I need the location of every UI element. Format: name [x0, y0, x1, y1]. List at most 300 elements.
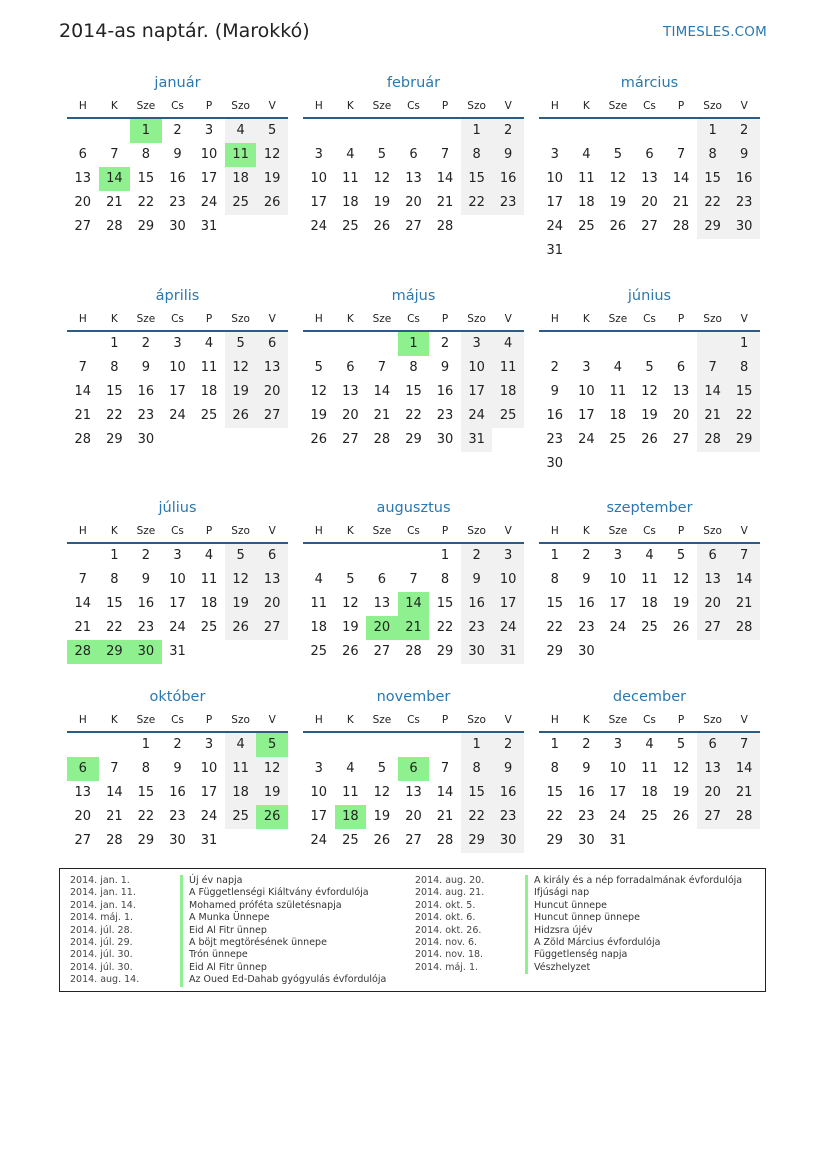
day-cell: 18 [310, 620, 328, 635]
day-cell: 23 [492, 805, 524, 829]
day-cell: 5 [613, 147, 623, 162]
day-cell: 27 [256, 616, 288, 640]
weekday-label: Szo [231, 100, 250, 112]
day-cell: 19 [672, 596, 690, 611]
empty-cell [366, 544, 398, 568]
day-cell: 2 [550, 360, 559, 375]
empty-cell [67, 544, 99, 568]
day-cell: 27 [342, 432, 359, 447]
day-cell: 14 [697, 380, 729, 404]
day-cell: 17 [609, 596, 627, 611]
month-name: március [620, 75, 679, 91]
day-cell: 20 [405, 809, 422, 824]
day-cell: 10 [200, 147, 218, 162]
day-cell: 15 [405, 384, 422, 399]
day-cell: 18 [200, 596, 218, 611]
weekday-label: Sze [608, 525, 628, 537]
day-cell: 26 [225, 616, 257, 640]
weekday-label: Cs [643, 100, 656, 112]
day-cell: 15 [546, 596, 564, 611]
days-grid [539, 544, 760, 664]
days-grid [303, 733, 524, 853]
day-cell: 4 [225, 733, 257, 757]
empty-cell [67, 733, 99, 757]
day-cell: 13 [373, 596, 391, 611]
month-3 [539, 73, 760, 263]
day-cell: 9 [582, 572, 591, 587]
weekday-label: V [740, 525, 748, 537]
day-cell: 13 [74, 785, 92, 800]
day-cell: 2 [141, 548, 151, 563]
day-cell: 15 [106, 596, 123, 611]
legend-holiday-name: A Zöld Március évfordulója [525, 937, 660, 949]
day-cell: 31 [200, 833, 218, 848]
day-cell: 10 [310, 171, 328, 186]
page-title: 2014-as naptár. (Marokkó) [59, 20, 310, 42]
day-cell: 16 [578, 596, 595, 611]
legend-date: 2014. jan. 11. [70, 887, 136, 899]
day-cell: 30 [492, 829, 524, 853]
weekday-label: V [268, 525, 276, 537]
weekday-header [539, 520, 760, 544]
weekday-header [303, 95, 524, 119]
empty-cell [303, 119, 335, 143]
weekday-header [539, 95, 760, 119]
day-cell: 28 [436, 833, 454, 848]
month-1 [67, 73, 288, 239]
empty-cell [429, 733, 461, 757]
day-cell: 22 [546, 809, 564, 824]
day-cell: 23 [137, 408, 155, 423]
day-cell: 16 [169, 785, 186, 800]
legend-holiday-name: A böjt megtörésének ünnepe [180, 937, 327, 949]
day-cell: 31 [609, 833, 627, 848]
weekday-label: P [205, 714, 213, 726]
day-cell: 6 [256, 332, 288, 356]
day-cell: 15 [461, 781, 493, 805]
weekday-label: H [78, 525, 87, 537]
day-cell: 2 [461, 544, 493, 568]
day-cell: 11 [492, 356, 524, 380]
day-cell: 14 [436, 171, 454, 186]
day-cell: 30 [169, 219, 186, 234]
weekday-label: Szo [467, 100, 486, 112]
day-cell: 22 [137, 809, 155, 824]
weekday-label: Szo [231, 525, 250, 537]
holiday-day: 11 [225, 143, 257, 167]
day-cell: 4 [582, 147, 591, 162]
day-cell: 4 [346, 147, 355, 162]
weekday-header [303, 520, 524, 544]
legend-date: 2014. nov. 6. [415, 936, 478, 948]
day-cell: 19 [373, 809, 391, 824]
day-cell: 19 [225, 592, 257, 616]
day-cell: 30 [728, 215, 760, 239]
day-cell: 23 [169, 809, 186, 824]
legend-holiday-name: Ifjúsági nap [525, 887, 589, 899]
weekday-label: Cs [171, 714, 184, 726]
day-cell: 15 [546, 785, 564, 800]
holiday-day: 30 [130, 640, 162, 664]
day-cell: 8 [728, 356, 760, 380]
day-cell: 7 [110, 761, 119, 776]
day-cell: 13 [405, 785, 422, 800]
empty-cell [398, 544, 430, 568]
day-cell: 21 [373, 408, 391, 423]
day-cell: 17 [310, 809, 328, 824]
day-cell: 18 [342, 195, 359, 210]
day-cell: 24 [492, 616, 524, 640]
day-cell: 10 [578, 384, 595, 399]
day-cell: 28 [672, 219, 690, 234]
weekday-label: K [582, 100, 590, 112]
day-cell: 19 [256, 781, 288, 805]
days-grid [303, 544, 524, 664]
day-cell: 16 [461, 592, 493, 616]
legend-holiday-name: Vészhelyzet [525, 962, 590, 974]
legend-holiday-name: Huncut ünnepe [525, 900, 607, 912]
day-cell: 11 [225, 757, 257, 781]
day-cell: 3 [613, 548, 623, 563]
day-cell: 5 [676, 737, 686, 752]
day-cell: 15 [436, 596, 454, 611]
empty-cell [303, 544, 335, 568]
day-cell: 10 [609, 572, 627, 587]
weekday-label: Cs [407, 100, 420, 112]
day-cell: 26 [609, 219, 627, 234]
weekday-label: K [110, 313, 118, 325]
days-grid [539, 733, 760, 853]
empty-cell [665, 332, 697, 356]
day-cell: 24 [310, 833, 328, 848]
day-cell: 12 [672, 761, 690, 776]
day-cell: 20 [74, 809, 92, 824]
day-cell: 10 [546, 171, 564, 186]
weekday-label: Cs [171, 313, 184, 325]
weekday-label: P [205, 313, 213, 325]
day-cell: 12 [373, 785, 391, 800]
month-9 [539, 498, 760, 664]
days-grid [539, 332, 760, 476]
day-cell: 2 [492, 733, 524, 757]
weekday-label: Szo [467, 313, 486, 325]
day-cell: 24 [169, 620, 186, 635]
empty-cell [67, 332, 99, 356]
weekday-label: Sze [136, 100, 156, 112]
day-cell: 4 [204, 548, 214, 563]
day-cell: 6 [697, 733, 729, 757]
day-cell: 28 [373, 432, 391, 447]
day-cell: 25 [342, 833, 359, 848]
day-cell: 10 [609, 761, 627, 776]
day-cell: 7 [440, 147, 450, 162]
empty-cell [602, 119, 634, 143]
legend-holiday-name: Az Oued Ed-Dahab gyógyulás évfordulója [180, 974, 386, 986]
day-cell: 10 [169, 360, 186, 375]
day-cell: 25 [200, 620, 218, 635]
day-cell: 12 [225, 356, 257, 380]
day-cell: 25 [225, 805, 257, 829]
weekday-label: H [550, 714, 559, 726]
weekday-label: Sze [372, 313, 392, 325]
day-cell: 12 [609, 171, 627, 186]
weekday-label: V [504, 100, 512, 112]
day-cell: 23 [137, 620, 155, 635]
day-cell: 9 [461, 568, 493, 592]
weekday-label: P [205, 100, 213, 112]
day-cell: 14 [74, 384, 92, 399]
day-cell: 30 [436, 432, 454, 447]
day-cell: 20 [697, 781, 729, 805]
day-cell: 3 [461, 332, 493, 356]
day-cell: 9 [173, 761, 182, 776]
day-cell: 4 [645, 548, 654, 563]
legend-holiday-name: Mohamed próféta születésnapja [180, 900, 342, 912]
legend-date: 2014. máj. 1. [70, 912, 134, 924]
day-cell: 15 [137, 785, 155, 800]
day-cell: 8 [697, 143, 729, 167]
day-cell: 24 [200, 809, 218, 824]
legend-date: 2014. okt. 6. [415, 912, 476, 924]
weekday-label: K [346, 714, 354, 726]
legend-date: 2014. aug. 21. [415, 887, 485, 899]
day-cell: 18 [609, 408, 627, 423]
month-12 [539, 687, 760, 853]
day-cell: 4 [204, 336, 214, 351]
day-cell: 19 [373, 195, 391, 210]
weekday-label: Sze [608, 714, 628, 726]
day-cell: 9 [492, 143, 524, 167]
weekday-label: H [78, 313, 87, 325]
day-cell: 17 [609, 785, 627, 800]
weekday-label: H [550, 525, 559, 537]
weekday-label: Szo [467, 525, 486, 537]
day-cell: 23 [578, 809, 595, 824]
day-cell: 16 [492, 167, 524, 191]
day-cell: 13 [641, 171, 658, 186]
day-cell: 8 [409, 360, 418, 375]
day-cell: 17 [200, 171, 218, 186]
day-cell: 17 [200, 785, 218, 800]
day-cell: 17 [492, 592, 524, 616]
day-cell: 6 [256, 544, 288, 568]
holiday-day: 14 [99, 167, 131, 191]
weekday-label: V [740, 100, 748, 112]
day-cell: 17 [578, 408, 595, 423]
day-cell: 28 [405, 644, 422, 659]
day-cell: 12 [310, 384, 328, 399]
day-cell: 25 [641, 809, 658, 824]
day-cell: 10 [310, 785, 328, 800]
weekday-label: V [740, 313, 748, 325]
weekday-header [67, 709, 288, 733]
day-cell: 27 [672, 432, 690, 447]
day-cell: 20 [641, 195, 658, 210]
day-cell: 12 [342, 596, 359, 611]
month-5 [303, 286, 524, 452]
day-cell: 16 [728, 167, 760, 191]
day-cell: 28 [436, 219, 454, 234]
weekday-label: P [677, 714, 685, 726]
day-cell: 29 [697, 215, 729, 239]
day-cell: 17 [169, 596, 186, 611]
day-cell: 5 [256, 119, 288, 143]
month-name: január [154, 75, 201, 91]
day-cell: 2 [492, 119, 524, 143]
month-11 [303, 687, 524, 853]
weekday-label: Szo [703, 714, 722, 726]
legend-date: 2014. jan. 14. [70, 899, 136, 911]
day-cell: 12 [225, 568, 257, 592]
day-cell: 8 [461, 757, 493, 781]
day-cell: 19 [225, 380, 257, 404]
month-name: április [155, 288, 200, 304]
day-cell: 2 [440, 336, 450, 351]
day-cell: 1 [110, 548, 119, 563]
day-cell: 30 [546, 456, 564, 471]
weekday-label: V [504, 525, 512, 537]
day-cell: 6 [676, 360, 686, 375]
day-cell: 9 [728, 143, 760, 167]
day-cell: 5 [645, 360, 654, 375]
weekday-label: Sze [372, 525, 392, 537]
day-cell: 26 [310, 432, 328, 447]
day-cell: 1 [550, 737, 559, 752]
month-name: szeptember [606, 500, 693, 516]
days-grid [67, 733, 288, 853]
empty-cell [634, 119, 666, 143]
day-cell: 27 [373, 644, 391, 659]
weekday-header [303, 709, 524, 733]
site-link[interactable]: TIMESLES.COM [663, 24, 767, 40]
day-cell: 2 [728, 119, 760, 143]
weekday-label: P [677, 525, 685, 537]
day-cell: 21 [74, 620, 92, 635]
day-cell: 22 [461, 191, 493, 215]
weekday-label: Cs [171, 525, 184, 537]
day-cell: 7 [728, 544, 760, 568]
empty-cell [398, 733, 430, 757]
day-cell: 2 [173, 123, 182, 138]
day-cell: 1 [141, 737, 151, 752]
day-cell: 28 [106, 219, 123, 234]
day-cell: 7 [728, 733, 760, 757]
day-cell: 4 [346, 761, 355, 776]
day-cell: 28 [728, 616, 760, 640]
day-cell: 7 [78, 360, 87, 375]
weekday-label: K [110, 100, 118, 112]
month-name: július [158, 500, 197, 516]
day-cell: 18 [492, 380, 524, 404]
day-cell: 22 [405, 408, 422, 423]
empty-cell [99, 733, 131, 757]
day-cell: 24 [609, 809, 627, 824]
day-cell: 23 [169, 195, 186, 210]
day-cell: 9 [492, 757, 524, 781]
day-cell: 9 [582, 761, 591, 776]
month-8 [303, 498, 524, 664]
legend-holiday-name: Hidzsra újév [525, 925, 593, 937]
day-cell: 30 [578, 644, 595, 659]
day-cell: 16 [137, 384, 155, 399]
day-cell: 6 [78, 147, 87, 162]
day-cell: 22 [461, 805, 493, 829]
empty-cell [366, 733, 398, 757]
weekday-label: V [740, 714, 748, 726]
weekday-label: K [346, 525, 354, 537]
day-cell: 19 [310, 408, 328, 423]
weekday-label: K [582, 525, 590, 537]
weekday-label: Szo [703, 313, 722, 325]
day-cell: 24 [609, 620, 627, 635]
empty-cell [571, 119, 603, 143]
day-cell: 8 [141, 147, 151, 162]
day-cell: 26 [373, 219, 391, 234]
day-cell: 11 [641, 761, 658, 776]
day-cell: 18 [578, 195, 595, 210]
day-cell: 13 [672, 384, 690, 399]
weekday-label: Szo [467, 714, 486, 726]
weekday-label: V [268, 714, 276, 726]
day-cell: 1 [728, 332, 760, 356]
day-cell: 27 [74, 833, 92, 848]
day-cell: 31 [169, 644, 186, 659]
weekday-label: H [314, 525, 323, 537]
day-cell: 11 [310, 596, 328, 611]
empty-cell [335, 119, 367, 143]
day-cell: 20 [672, 408, 690, 423]
day-cell: 4 [314, 572, 323, 587]
day-cell: 15 [137, 171, 155, 186]
day-cell: 8 [550, 761, 559, 776]
holiday-day: 28 [67, 640, 99, 664]
day-cell: 1 [461, 733, 493, 757]
day-cell: 4 [492, 332, 524, 356]
day-cell: 5 [676, 548, 686, 563]
day-cell: 31 [461, 428, 493, 452]
day-cell: 23 [436, 408, 454, 423]
weekday-label: P [441, 313, 449, 325]
day-cell: 2 [173, 737, 182, 752]
day-cell: 15 [461, 167, 493, 191]
legend-date: 2014. okt. 5. [415, 899, 476, 911]
legend-date: 2014. aug. 20. [415, 875, 485, 886]
legend-date: 2014. okt. 26. [415, 924, 482, 936]
day-cell: 21 [74, 408, 92, 423]
day-cell: 1 [110, 336, 119, 351]
day-cell: 31 [200, 219, 218, 234]
day-cell: 19 [609, 195, 627, 210]
empty-cell [335, 733, 367, 757]
day-cell: 15 [106, 384, 123, 399]
day-cell: 15 [697, 167, 729, 191]
day-cell: 23 [578, 620, 595, 635]
day-cell: 29 [546, 833, 564, 848]
weekday-label: Szo [231, 714, 250, 726]
day-cell: 21 [697, 404, 729, 428]
month-6 [539, 286, 760, 476]
day-cell: 11 [342, 785, 359, 800]
day-cell: 10 [169, 572, 186, 587]
weekday-label: K [110, 714, 118, 726]
weekday-label: V [504, 714, 512, 726]
day-cell: 28 [697, 428, 729, 452]
day-cell: 7 [409, 572, 418, 587]
empty-cell [634, 332, 666, 356]
day-cell: 26 [672, 809, 690, 824]
day-cell: 7 [78, 572, 87, 587]
month-7 [67, 498, 288, 664]
